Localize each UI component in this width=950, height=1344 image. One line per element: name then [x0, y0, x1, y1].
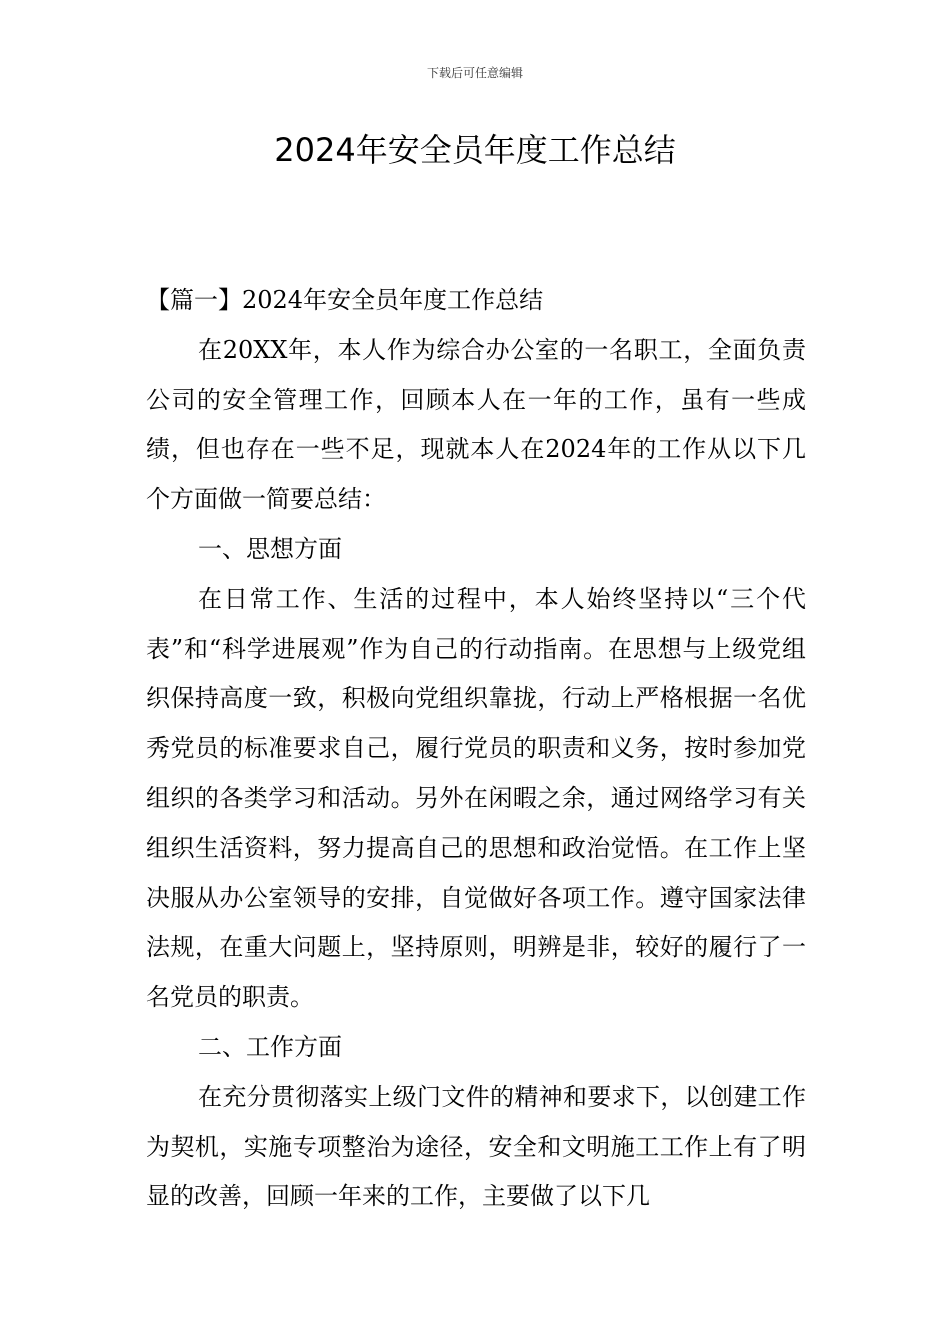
subheading-thought: 一、思想方面 [198, 534, 342, 563]
document-body [146, 276, 806, 1222]
work-paragraph: 在充分贯彻落实上级门文件的精神和要求下，以创建工作为契机，实施专项整治为途径，安全和文明施工工作上有了明显的改善，回顾一年来的工作，主要做了以下几 [146, 1082, 806, 1211]
thought-paragraph: 在日常工作、生活的过程中，本人始终坚持以“三个代表”和“科学进展观”作为自己的行动指南。在思想与上级党组织保持高度一致，积极向党组织靠拢，行动上严格根据一名优秀党员的标准要求自己，履行党员的职责和义务，按时参加党组织的各类学习和活动。另外在闲暇之余，通过网络学习有关组织生活资料，努力提高自己的思想和政治觉悟。在工作上坚决服从办公室领导的安排，自觉做好各项工作。遵守国家法律法规，在重大问题上，坚持原则，明辨是非，较好的履行了一名党员的职责。 [146, 584, 806, 1012]
section-heading: 【篇一】2024年安全员年度工作总结 [146, 286, 544, 314]
intro-paragraph: 在20XX年，本人作为综合办公室的一名职工，全面负责公司的安全管理工作，回顾本人在一年的工作，虽有一些成绩，但也存在一些不足，现就本人在2024年的工作从以下几个方面做一简要总结： [146, 335, 806, 514]
page-header-note: 下载后可任意编辑 [426, 66, 523, 80]
subheading-work: 二、工作方面 [198, 1032, 342, 1061]
document-title: 2024年安全员年度工作总结 [274, 131, 676, 169]
